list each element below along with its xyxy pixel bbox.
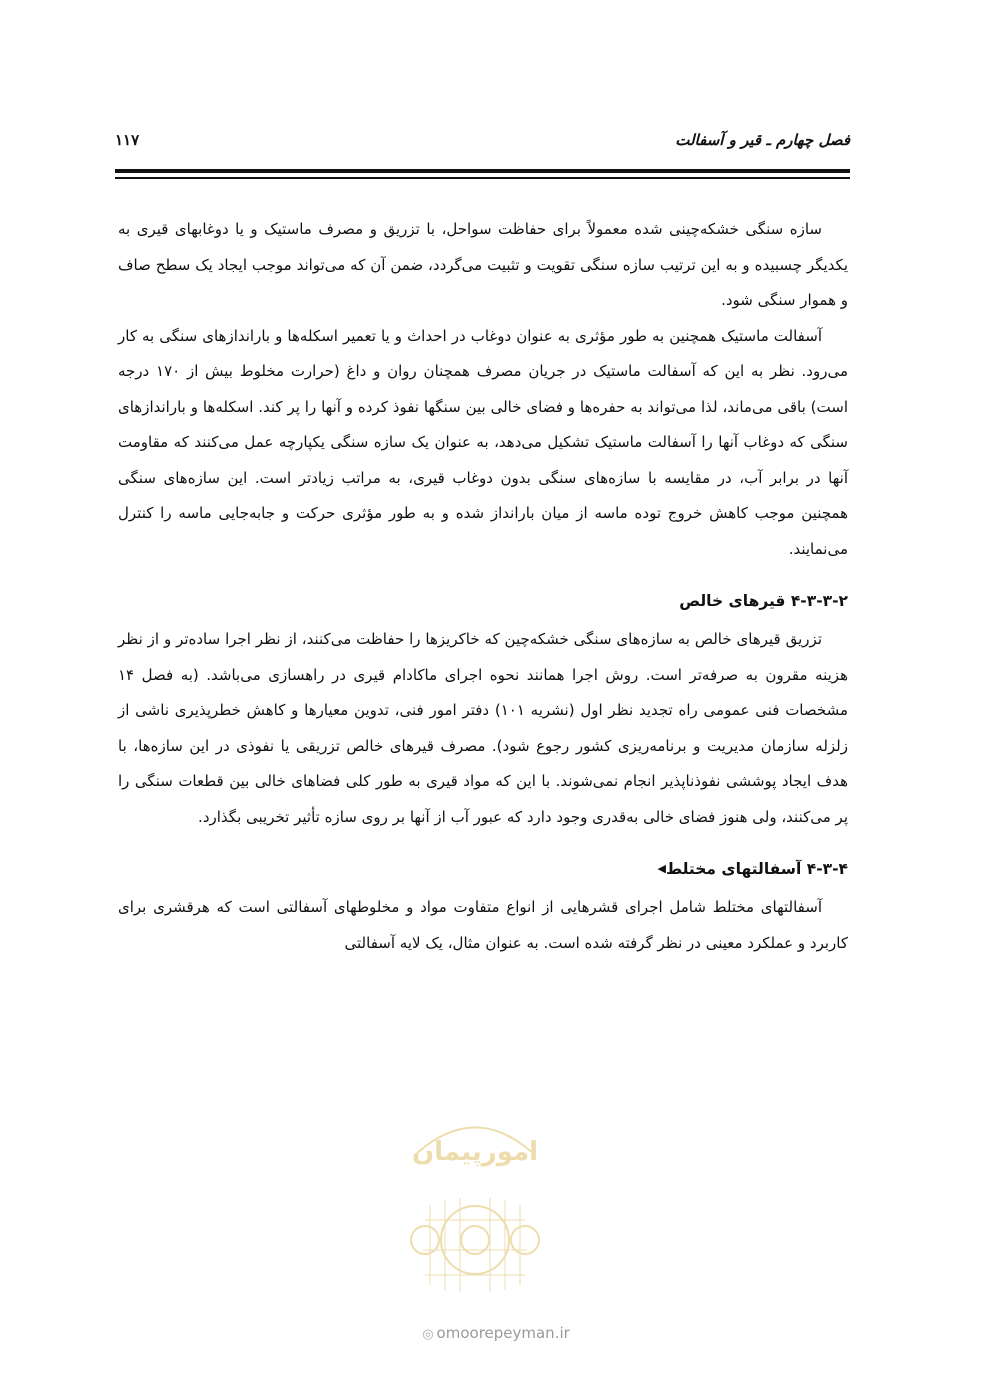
header-rule-thin <box>115 177 850 179</box>
header-rule-thick <box>115 169 850 173</box>
page-header <box>115 126 850 162</box>
paragraph-1: سازه سنگی خشکه‌چینی شده معمولاً برای حفاظت سواحل، با تزریق و مصرف ماستیک و یا دوغابهای قیری به یکدیگر چسبیده و به این ترتیب سازه سنگی تقویت و تثبیت می‌گردد، ضمن آن که می‌تواند موجب ایجاد یک سطح صاف و هموار سنگی شود. <box>118 220 848 309</box>
site-url: omoorepeyman.ir <box>436 1324 570 1342</box>
section-heading-pure-bitumen: ۴-۳-۳-۲ قیرهای خالص <box>679 592 848 610</box>
watermark-logo <box>385 1100 565 1300</box>
triangle-bullet-icon: ◀ <box>657 862 666 875</box>
chapter-title: فصل چهارم ـ قیر و آسفالت <box>675 131 850 149</box>
paragraph-2: آسفالت ماستیک همچنین به طور مؤثری به عنوان دوغاب در احداث و یا تعمیر اسکله‌ها و باراندازهای سنگی به کار می‌رود. نظر به این که آسفالت ماستیک در جریان مصرف همچنان روان و داغ (حرارت مخلوط بیش از ۱۷۰ درجه است) باقی می‌ماند، لذا می‌تواند به حفره‌ها و فضای خالی بین سنگها نفوذ کرده و آنها را پر کند. اسکله‌ها و باراندازهای سنگی که دوغاب آنها را آسفالت ماستیک تشکیل می‌دهد، به عنوان یک سازه سنگی یکپارچه عمل می‌کنند که مقاومت آنها در برابر آب، در مقایسه با سازه‌های سنگی بدون دوغاب قیری، به مراتب زیادتر است. این سازه‌های سنگی همچنین موجب کاهش خروج توده ماسه از میان بارانداز شده و به طور مؤثری حرکت و جابه‌جایی ماسه را کنترل می‌نمایند. <box>118 326 848 558</box>
page-number: ۱۱۷ <box>115 131 140 149</box>
paragraph-3: تزریق قیرهای خالص به سازه‌های سنگی خشکه‌چین که خاکریزها را حفاظت می‌کنند، از نظر اجرا ساده‌تر و از نظر هزینه مقرون به صرفه‌تر است. روش اجرا همانند نحوه اجرای ماکادام قیری در راهسازی می‌باشد. (به فصل ۱۴ مشخصات فنی عمومی راه تجدید نظر اول (نشریه ۱۰۱) دفتر امور فنی، تدوین معیارها و کاهش خطرپذیری ناشی از زلزله سازمان مدیریت و برنامه‌ریزی کشور رجوع شود). مصرف قیرهای خالص تزریقی یا نفوذی در این سازه‌ها، با هدف ایجاد پوششی نفوذناپذیر انجام نمی‌شوند. با این که مواد قیری به طور کلی فضاهای خالی بین قطعات سنگی را پر می‌کنند، ولی هنوز فضای خالی به‌قدری وجود دارد که عبور آب از آنها بر روی سازه تأثیر تخریبی بگذارد. <box>118 630 848 826</box>
page-content <box>118 212 848 961</box>
heading-text: ۴-۳-۴ آسفالتهای مختلط <box>666 860 848 878</box>
footer-site <box>0 1324 992 1342</box>
watermark-logo-text: امورپیمان <box>411 1137 539 1167</box>
globe-icon: ◎ <box>422 1327 434 1342</box>
section-heading-mixed-asphalt <box>118 852 848 886</box>
paragraph-4: آسفالتهای مختلط شامل اجرای قشرهایی از انواع متفاوت مواد و مخلوطهای آسفالتی است که هرقشری برای کاربرد و عملکرد معینی در نظر گرفته شده است. به عنوان مثال، یک لایه آسفالتی <box>118 898 848 952</box>
